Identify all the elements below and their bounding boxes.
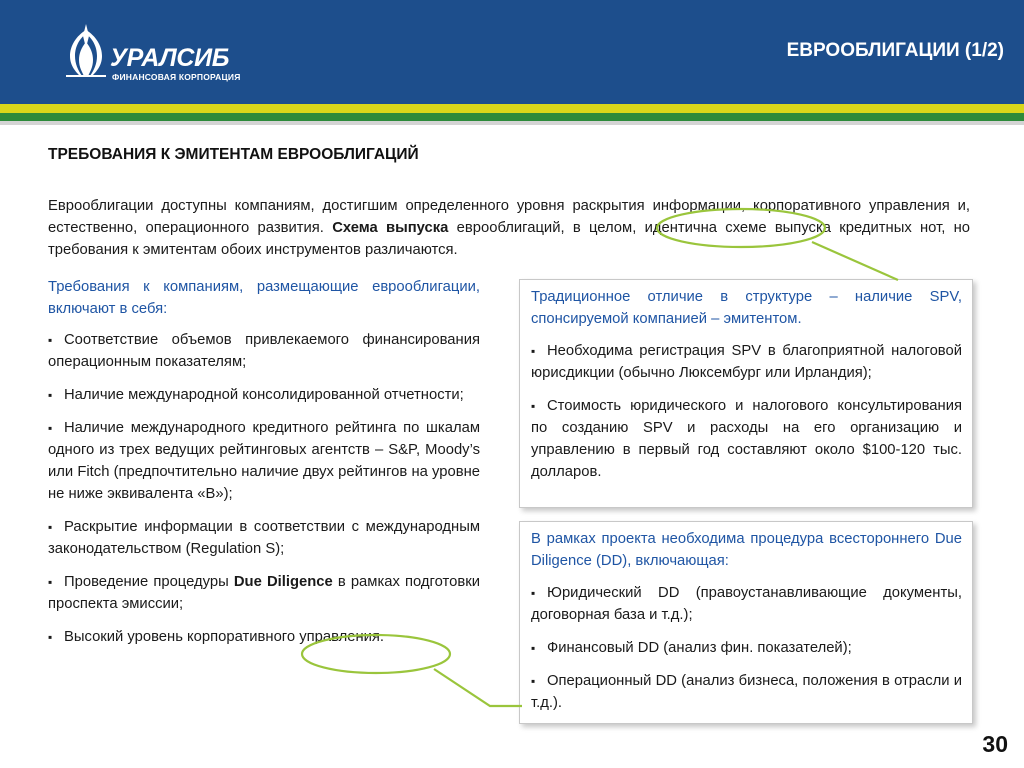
- bullet-icon: ▪: [531, 399, 536, 413]
- list-item-text: Необходима регистрация SPV в благоприятной налоговой юрисдикции (обычно Люксембург или Ирландия);: [531, 343, 962, 381]
- bullet-icon: ▪: [531, 641, 536, 655]
- bullet-icon: ▪: [48, 421, 53, 435]
- list-item: [531, 637, 962, 659]
- connector-line-due-diligence: [434, 669, 522, 706]
- list-item-text: Наличие международной консолидированной отчетности;: [64, 387, 464, 403]
- list-item: [48, 516, 480, 560]
- list-item: [531, 340, 962, 384]
- intro-text-1: Еврооблигации доступны компаниям, достигшим определенного уровня раскрытия информации, корпоративного управления и, естественно, операционного развития.: [48, 198, 970, 236]
- header-stripe-shadow: [0, 121, 1024, 125]
- list-item-text: Соответствие объемов привлекаемого финансирования операционным показателям;: [48, 332, 480, 370]
- bullet-icon: ▪: [48, 520, 53, 534]
- slide-title: ЕВРООБЛИГАЦИИ (1/2): [786, 40, 1004, 61]
- intro-text-2: еврооблигаций, в целом, идентична схеме выпуска кредитных нот, но требования к эмитентам обоих инструментов различаются.: [48, 220, 970, 258]
- header-stripe-yellow: [0, 104, 1024, 113]
- issuer-requirements: [48, 276, 480, 659]
- requirements-list: [48, 329, 480, 648]
- list-item: [48, 329, 480, 373]
- list-item: [531, 582, 962, 626]
- bullet-icon: ▪: [48, 575, 53, 589]
- intro-paragraph: [48, 195, 970, 261]
- header-band: [0, 0, 1024, 104]
- header-stripe-green: [0, 113, 1024, 121]
- list-item: [48, 384, 480, 406]
- bullet-icon: ▪: [531, 674, 536, 688]
- logo-name: УРАЛСИБ: [110, 44, 230, 72]
- due-diligence-box: [519, 521, 973, 724]
- list-item-text: Юридический DD (правоустанавливающие документы, договорная база и т.д.);: [531, 585, 962, 623]
- list-item-text: Операционный DD (анализ бизнеса, положения в отрасли и т.д.).: [531, 673, 962, 711]
- bullet-icon: ▪: [48, 630, 53, 644]
- list-item-text-post: в рамках подготовки проспекта эмиссии;: [48, 574, 480, 612]
- list-item-text: Наличие международного кредитного рейтинга по шкалам одного из трех ведущих рейтинговых агентств – S&P, Moody’s или Fitch (предпочтительно наличие двух рейтингов на уровне не ниже эквивалента «В»);: [48, 420, 480, 502]
- list-item: [531, 395, 962, 483]
- spv-list: [531, 340, 962, 483]
- dd-list: [531, 582, 962, 714]
- logo-subtitle: ФИНАНСОВАЯ КОРПОРАЦИЯ: [112, 72, 241, 82]
- list-item: [48, 626, 480, 648]
- list-item: [48, 571, 480, 615]
- page-number: 30: [982, 731, 1008, 757]
- dd-lead: В рамках проекта необходима процедура всестороннего Due Diligence (DD), включающая:: [531, 531, 962, 569]
- section-title: ТРЕБОВАНИЯ К ЭМИТЕНТАМ ЕВРООБЛИГАЦИЙ: [48, 146, 419, 163]
- due-diligence-term: Due Diligence: [233, 574, 333, 590]
- logo-emblem-icon: [66, 22, 106, 78]
- bullet-icon: ▪: [531, 586, 536, 600]
- list-item: [48, 417, 480, 505]
- spv-lead: Традиционное отличие в структуре – наличие SPV, спонсируемой компанией – эмитентом.: [531, 289, 962, 327]
- list-item-text: Финансовый DD (анализ фин. показателей);: [547, 640, 852, 656]
- list-item-text-pre: Проведение процедуры: [64, 574, 234, 590]
- list-item-text: Высокий уровень корпоративного управления.: [64, 629, 385, 645]
- bullet-icon: ▪: [531, 344, 536, 358]
- intro-bold-phrase: Схема выпуска: [332, 220, 449, 236]
- bullet-icon: ▪: [48, 388, 53, 402]
- list-item-text: Стоимость юридического и налогового консультирования по созданию SPV и расходы на его организацию и управлению в первый год составляют около $100-120 тыс. долларов.: [531, 398, 962, 480]
- spv-structure-box: [519, 279, 973, 508]
- list-item: [531, 670, 962, 714]
- requirements-lead: Требования к компаниям, размещающие еврооблигации, включают в себя:: [48, 279, 480, 317]
- bullet-icon: ▪: [48, 333, 53, 347]
- list-item-text: Раскрытие информации в соответствии с международным законодательством (Regulation S);: [48, 519, 480, 557]
